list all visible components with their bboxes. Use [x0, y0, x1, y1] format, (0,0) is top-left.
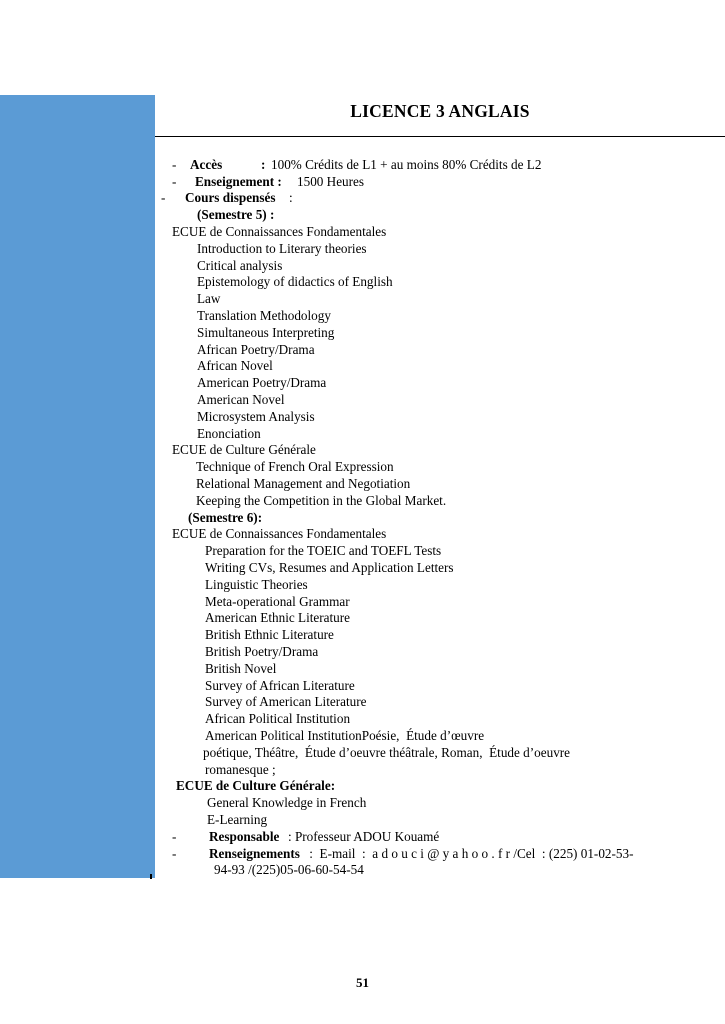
course-item: American Novel [197, 392, 285, 407]
course-item: British Poetry/Drama [205, 644, 319, 659]
enseignement-label: Enseignement : [195, 174, 282, 189]
s5-ecue-fondamentales: ECUE de Connaissances Fondamentales [172, 224, 387, 239]
acces-value: 100% Crédits de L1 + au moins 80% Crédits de L2 [271, 157, 542, 172]
course-item: British Novel [205, 661, 277, 676]
cours-colon: : [289, 190, 293, 205]
dash-bullet: - [172, 829, 177, 844]
s6-ecue-fondamentales: ECUE de Connaissances Fondamentales [172, 526, 387, 541]
course-item: Meta-operational Grammar [205, 594, 350, 609]
course-item: Relational Management and Negotiation [196, 476, 411, 491]
acces-label: Accès [190, 157, 223, 172]
course-item: Technique of French Oral Expression [196, 459, 394, 474]
course-item: Microsystem Analysis [197, 409, 315, 424]
page-title: LICENCE 3 ANGLAIS [350, 101, 530, 121]
course-item: Writing CVs, Resumes and Application Letters [205, 560, 454, 575]
renseignements-label: Renseignements [209, 846, 300, 861]
s5-ecue-culture: ECUE de Culture Générale [172, 442, 316, 457]
decorative-sidebar [0, 95, 155, 878]
course-item: Simultaneous Interpreting [197, 325, 335, 340]
course-item: Enonciation [197, 426, 261, 441]
cours-label: Cours dispensés [185, 190, 276, 205]
page-number: 51 [356, 975, 369, 990]
s6-ecue-culture: ECUE de Culture Générale: [176, 778, 336, 793]
course-item: American Ethnic Literature [205, 610, 350, 625]
course-item: Survey of African Literature [205, 678, 355, 693]
semestre6-heading: (Semestre 6): [188, 510, 263, 525]
course-item: Translation Methodology [197, 308, 331, 323]
dash-bullet: - [172, 157, 177, 172]
course-item: Epistemology of didactics of English [197, 274, 393, 289]
course-item: African Poetry/Drama [197, 342, 315, 357]
header-rule [155, 136, 725, 137]
course-item: Linguistic Theories [205, 577, 308, 592]
dash-bullet: - [172, 174, 177, 189]
course-item: poétique, Théâtre, Étude d’oeuvre théâtrale, Roman, Étude d’oeuvre [203, 745, 571, 760]
responsable-value: : Professeur ADOU Kouamé [288, 829, 440, 844]
acces-colon: : [261, 157, 266, 172]
semestre5-heading: (Semestre 5) : [197, 207, 275, 222]
course-item: Introduction to Literary theories [197, 241, 367, 256]
course-item: American Poetry/Drama [197, 375, 327, 390]
course-item: African Political Institution [205, 711, 351, 726]
course-item: African Novel [197, 358, 273, 373]
course-item: Keeping the Competition in the Global Market. [196, 493, 447, 508]
margin-mark [150, 874, 152, 879]
enseignement-value: 1500 Heures [297, 174, 365, 189]
course-item: Critical analysis [197, 258, 283, 273]
course-item: Survey of American Literature [205, 694, 367, 709]
course-item: romanesque ; [205, 762, 276, 777]
renseignements-value: : E-mail : a d o u c i @ y a h o o . f r /Cel : (225) 01-02-53- [306, 846, 634, 861]
renseignements-value-cont: 94-93 /(225)05-06-60-54-54 [214, 862, 364, 877]
course-item: Law [197, 291, 221, 306]
course-item: American Political InstitutionPoésie, Étude d’œuvre [205, 728, 485, 743]
course-item: Preparation for the TOEIC and TOEFL Tests [205, 543, 442, 558]
dash-bullet: - [172, 846, 177, 861]
dash-bullet: - [161, 190, 166, 205]
responsable-label: Responsable [209, 829, 280, 844]
course-item: British Ethnic Literature [205, 627, 334, 642]
course-item: General Knowledge in French [207, 795, 367, 810]
course-item: E-Learning [207, 812, 268, 827]
